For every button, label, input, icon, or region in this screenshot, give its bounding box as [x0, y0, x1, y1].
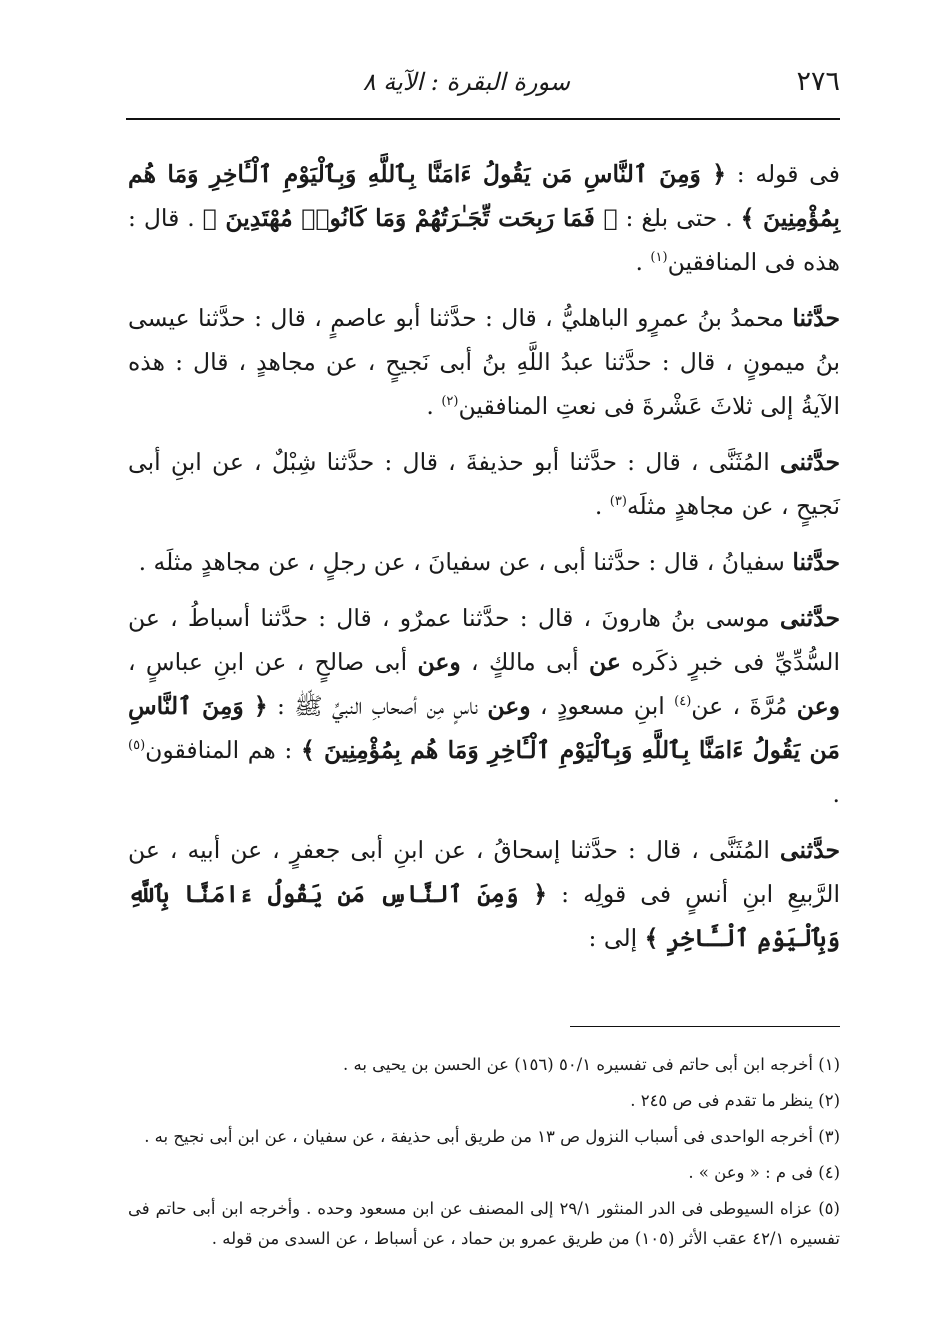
paragraph-1	[128, 152, 840, 284]
book-page	[128, 60, 841, 1248]
paragraph-4	[128, 540, 840, 584]
paragraph-text: المُثَنَّى ، قال : حدَّثنا إسحاقُ ، عن ابنِ أبى جعفرٍ ، عن أبيه ، عن الرَّبيعِ ابنِ أنسٍ فى قولِه :	[128, 836, 840, 908]
footnote-ref: (٤)	[674, 694, 692, 710]
footnote-2: (٢) ينظر ما تقدم فى ص ٢٤٥ .	[630, 1091, 840, 1110]
paragraph-text: . حتى بلغ :	[617, 204, 741, 232]
paragraph-text: . قال : هذه فى المنافقين	[128, 204, 840, 276]
bold-word: وعن	[417, 648, 461, 676]
paragraph-end: .	[832, 780, 840, 808]
footnote-ref: (٣)	[609, 494, 627, 510]
footnote-3: (٣) أخرجه الواحدى فى أسباب النزول ص ١٣ من طريق أبى حذيفة ، عن سفيان ، عن ابن أبى نجيح به .	[144, 1127, 840, 1146]
isnad-lead: حدَّثنا	[792, 548, 840, 576]
paragraph-6	[128, 828, 840, 960]
paragraph-text: ناسٍ مِن أصحابِ النبيِّ ﷺ :	[267, 692, 488, 720]
quran-verse: ﴿ وَمِنَ ٱلنَّاسِ مَن يَقُولُ ءَامَنَّا بِٱللَّهِ وَبِٱلْيَوْمِ ٱلْـَٔاخِرِ وَمَا هُم بِمُؤْمِنِينَ ﴾	[128, 692, 840, 764]
isnad-lead: حدَّثنا	[792, 304, 840, 332]
quran-verse: ﴿ وَمِنَ ٱلنَّاسِ مَن يَقُولُ ءَامَنَّا بِٱللَّهِ وَبِٱلْيَوْمِ ٱلْـَٔاخِرِ وَمَا هُم بِمُؤْمِنِينَ ﴾	[128, 160, 840, 232]
page-number: ٢٧٦	[796, 66, 840, 97]
isnad-lead: حدَّثنى	[779, 448, 840, 476]
paragraph-end: .	[635, 248, 651, 276]
paragraph-3	[128, 440, 840, 528]
footnote-ref: (١)	[650, 250, 668, 266]
footnote-separator	[570, 1026, 840, 1027]
paragraph-text: سفيانُ ، قال : حدَّثنا أبى ، عن سفيانَ ، عن رجلٍ ، عن مجاهدٍ مثلَه .	[138, 548, 793, 576]
paragraph-text: المُثَنَّى ، قال : حدَّثنا أبو حذيفةَ ، قال : حدَّثنا شِبْلٌ ، عن ابنِ أبى نَجيحٍ ، عن مجاهدٍ مثلَه	[128, 448, 840, 520]
quran-verse: ﴿ وَمِنَ ٱلنَّاسِ مَن يَقُولُ ءَامَنَّا بِٱللَّهِ وَبِٱلْيَوْمِ ٱلْـَٔاخِرِ ﴾	[128, 880, 840, 952]
paragraph-text: أبى صالحٍ ، عن ابنِ عباسٍ ،	[128, 648, 418, 676]
footnote-ref: (٢)	[441, 394, 459, 410]
footnote-1: (١) أخرجه ابن أبى حاتم فى تفسيره ٥٠/١ (١٥٦) عن الحسن بن يحيى به .	[343, 1055, 840, 1074]
paragraph-text: أبى مالكٍ ،	[460, 648, 590, 676]
footnote-ref: (٥)	[128, 738, 146, 754]
paragraph-2	[128, 296, 840, 428]
paragraph-text: مُرَّةَ ، عن	[691, 692, 797, 720]
main-text	[128, 152, 840, 972]
paragraph-text: موسى بنُ هارونَ ، قال : حدَّثنا عمرٌو ، قال : حدَّثنا أسباطُ ، عن السُّدِّيِّ فى خبرٍ ذكَره	[128, 604, 840, 676]
running-title: سورة البقرة : الآية ٨	[362, 68, 570, 96]
bold-word: وعن	[487, 692, 531, 720]
paragraph-end: إلى :	[588, 924, 645, 952]
isnad-lead: حدَّثنى	[779, 604, 840, 632]
footnote-4: (٤) فى م : « وعن » .	[688, 1163, 840, 1182]
isnad-lead: حدَّثنى	[779, 836, 840, 864]
paragraph-text: ابنِ مسعودٍ ،	[530, 692, 675, 720]
bold-word: عن	[589, 648, 621, 676]
paragraph-text: محمدُ بنُ عمرٍو الباهليُّ ، قال : حدَّثنا أبو عاصمٍ ، قال : حدَّثنا عيسى بنُ ميمونٍ ، قال : حدَّثنا عبدُ اللَّهِ بنُ أبى نَجيحٍ ، عن مجاهدٍ ، قال : هذه الآيةُ إلى ثلاثَ عَشْرةَ فى نعتِ المنافقين	[128, 304, 840, 420]
quran-verse: ﴿ فَمَا رَبِحَت تِّجَـٰرَتُهُمْ وَمَا كَانُوا۟ مُهْتَدِينَ ﴾	[202, 204, 618, 232]
footnotes	[128, 1050, 840, 1260]
page-header	[128, 60, 840, 112]
paragraph-text: فى قوله :	[726, 160, 841, 188]
header-rule	[126, 118, 840, 120]
paragraph-end: .	[426, 392, 442, 420]
footnote-5: (٥) عزاه السيوطى فى الدر المنثور ٢٩/١ إلى المصنف عن ابن مسعود وحده . وأخرجه ابن أبى حاتم فى تفسيره ٤٢/١ عقب الأثر (١٠٥) من طريق عمرو بن حماد ، عن أسباط ، عن السدى من قوله .	[128, 1199, 840, 1248]
paragraph-end: .	[594, 492, 610, 520]
paragraph-text: : هم المنافقون	[145, 736, 301, 764]
bold-word: وعن	[796, 692, 841, 720]
paragraph-5	[128, 596, 840, 816]
